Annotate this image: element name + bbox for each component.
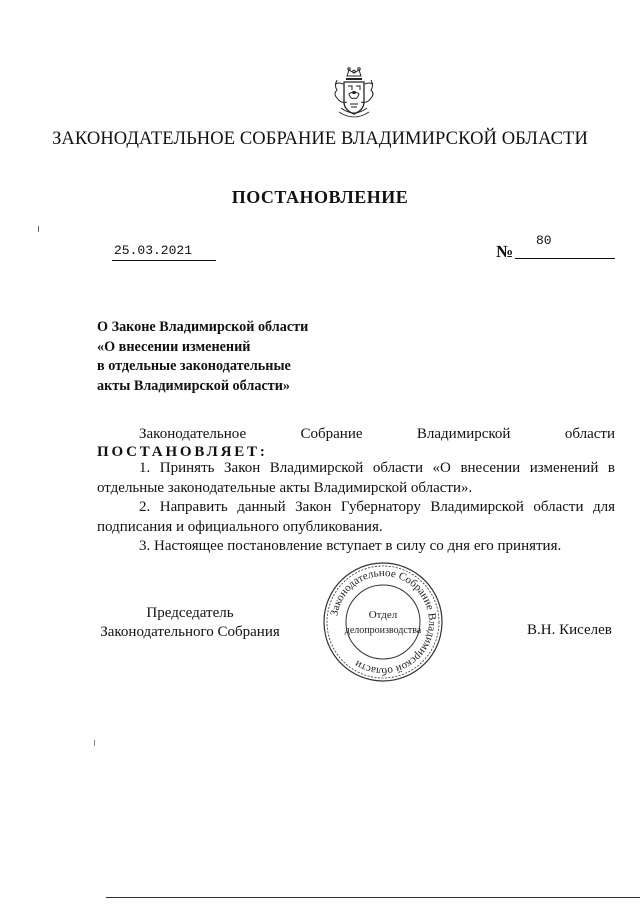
signatory-name: В.Н. Киселев [527, 622, 612, 638]
number-sign: № [496, 242, 514, 261]
resolution-item: 3. Настоящее постановление вступает в силу со дня его принятия. [139, 538, 562, 554]
subject-line: О Законе Владимирской области [97, 319, 309, 335]
intro-word: Владимирской [416, 426, 511, 442]
date-underline [112, 260, 216, 261]
organization-title: ЗАКОНОДАТЕЛЬНОЕ СОБРАНИЕ ВЛАДИМИРСКОЙ ОБЛАСТИ [52, 129, 588, 149]
coat-of-arms-icon [331, 64, 377, 120]
stamp-center-line1: Отдел [368, 609, 398, 621]
stamp-ring-textpath: Законодательное Собрание Владимирской области [328, 566, 439, 678]
document-date: 25.03.2021 [114, 243, 193, 258]
resolution-items [97, 459, 615, 557]
page-edge-line [106, 897, 640, 898]
number-underline [515, 258, 615, 259]
signatory-title [97, 604, 283, 642]
intro-word: области [564, 426, 615, 442]
official-stamp [321, 560, 445, 684]
scan-mark [38, 226, 41, 232]
intro-word: Законодательное [139, 426, 247, 442]
signatory-title-line: Председатель [146, 605, 234, 621]
intro-line [97, 426, 615, 443]
document-number: 80 [536, 233, 552, 248]
subject-line: в отдельные законодательные [97, 358, 291, 374]
document-type-title: ПОСТАНОВЛЕНИЕ [231, 187, 409, 207]
intro-word: Собрание [300, 426, 363, 442]
subject-line: «О внесении изменений [97, 338, 251, 355]
subject-line: акты Владимирской области» [97, 377, 290, 394]
resolution-item: 2. Направить данный Закон Губернатору Владимирской области для подписания и официального опубликования. [97, 499, 615, 535]
resolves-heading: ПОСТАНОВЛЯЕТ: [97, 444, 268, 460]
resolution-item: 1. Принять Закон Владимирской области «О внесении изменений в отдельные законодательные акты Владимирской области». [97, 460, 615, 496]
document-subject [97, 318, 308, 396]
signatory-title-line: Законодательного Собрания [100, 624, 280, 640]
stamp-ring-text [328, 567, 438, 677]
scan-mark [94, 740, 96, 746]
stamp-center-line2: делопроизводства [344, 625, 422, 636]
